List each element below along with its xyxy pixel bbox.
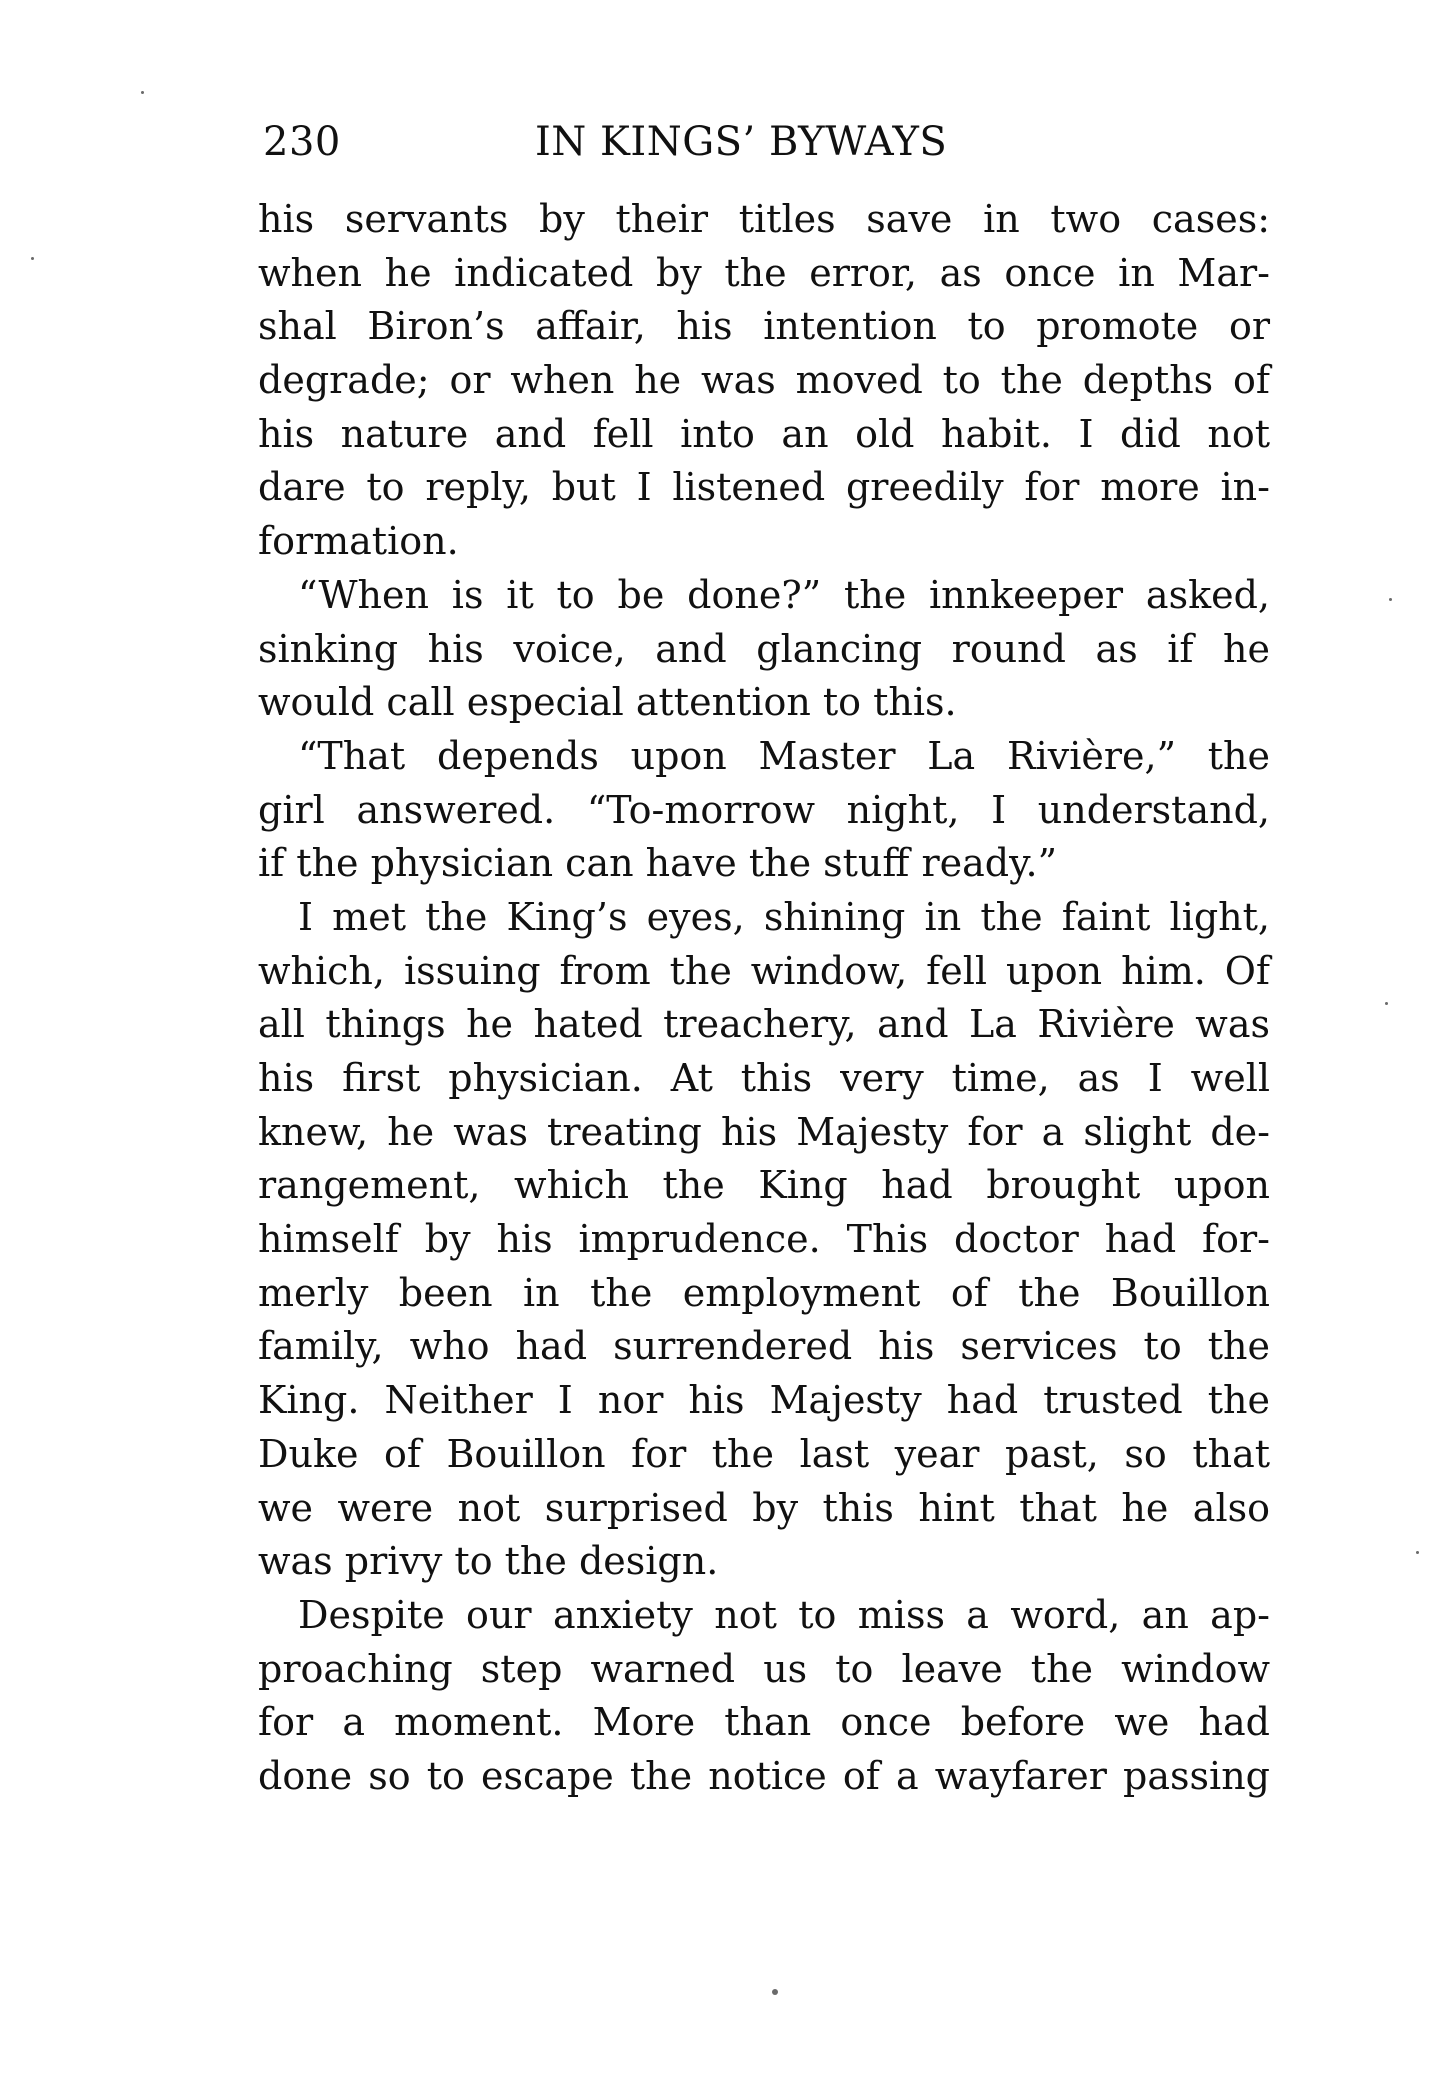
text-line: rangement, which the King had brought upon — [258, 1163, 1270, 1208]
print-speck — [772, 1989, 778, 1995]
print-speck — [1389, 598, 1392, 601]
text-line: his first physician. At this very time, as I well — [258, 1056, 1270, 1100]
print-speck — [141, 91, 144, 94]
text-line: when he indicated by the error, as once in Mar- — [258, 250, 1270, 295]
text-line: all things he hated treachery, and La Rivière was — [258, 1002, 1270, 1047]
text-line: his servants by their titles save in two cases: — [258, 197, 1270, 241]
text-line: himself by his imprudence. This doctor had for- — [258, 1217, 1270, 1262]
text-line: degrade; or when he was moved to the depths of — [258, 358, 1270, 403]
print-speck — [1416, 1551, 1419, 1554]
text-line: I met the King’s eyes, shining in the faint light, — [298, 894, 1270, 939]
text-line: sinking his voice, and glancing round as if he — [258, 626, 1270, 671]
text-line: King. Neither I nor his Majesty had trusted the — [258, 1378, 1270, 1423]
text-line: merly been in the employment of the Bouillon — [258, 1270, 1270, 1315]
text-line: Despite our anxiety not to miss a word, an ap- — [298, 1592, 1270, 1637]
text-line: girl answered. “To-morrow night, I understand, — [258, 787, 1270, 832]
text-line: we were not surprised by this hint that he also — [258, 1485, 1270, 1530]
book-title: IN KINGS’ BYWAYS — [535, 119, 948, 165]
page-number: 230 — [263, 119, 341, 165]
text-line: would call especial attention to this. — [258, 680, 957, 725]
text-line: if the physician can have the stuff ready.” — [258, 841, 1058, 886]
text-line: done so to escape the notice of a wayfarer passing — [258, 1753, 1270, 1798]
text-line: knew, he was treating his Majesty for a slight de- — [258, 1109, 1270, 1154]
print-speck — [1385, 1002, 1388, 1005]
body-text — [258, 193, 1270, 1804]
text-line: for a moment. More than once before we had — [258, 1700, 1270, 1745]
text-line: “When is it to be done?” the innkeeper asked, — [298, 572, 1270, 617]
text-line: dare to reply, but I listened greedily for more in- — [258, 465, 1270, 510]
text-line: shal Biron’s affair, his intention to promote or — [258, 304, 1270, 349]
text-line: his nature and fell into an old habit. I did not — [258, 411, 1270, 456]
text-line: proaching step warned us to leave the window — [258, 1646, 1270, 1691]
text-line: was privy to the design. — [258, 1539, 719, 1584]
text-line: which, issuing from the window, fell upon him. Of — [258, 948, 1270, 993]
running-head — [263, 112, 983, 172]
text-line: formation. — [258, 519, 459, 564]
print-speck — [31, 257, 34, 260]
text-line: “That depends upon Master La Rivière,” the — [298, 733, 1270, 778]
text-line: family, who had surrendered his services to the — [258, 1324, 1270, 1369]
text-line: Duke of Bouillon for the last year past, so that — [258, 1431, 1270, 1476]
